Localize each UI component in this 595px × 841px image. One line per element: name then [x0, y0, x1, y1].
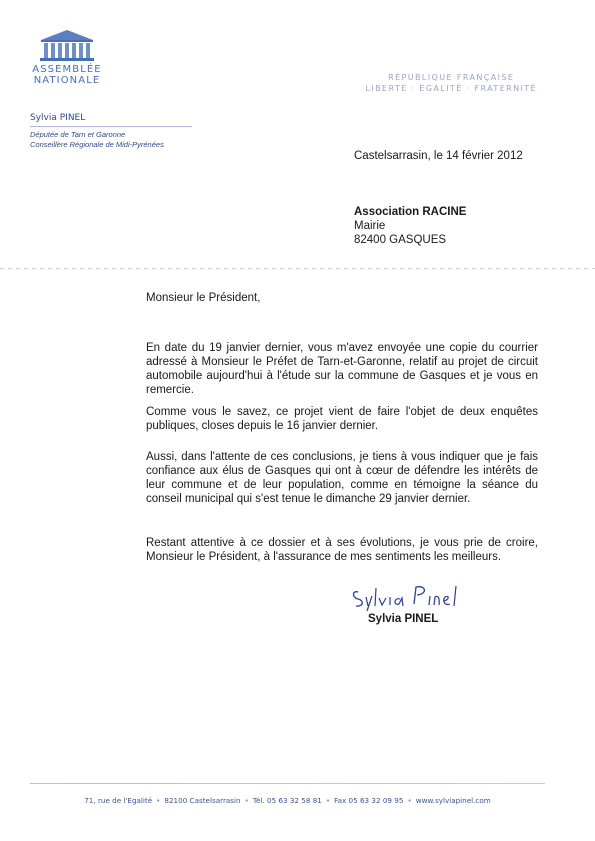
recipient-line-1: Mairie: [354, 220, 386, 232]
assemblee-nationale-logo: [28, 26, 106, 86]
paragraph-3: Aussi, dans l'attente de ces conclusions, je tiens à vous indiquer que je fais confiance aux élus de Gasques qui ont à cœur de défendre les intérêts de leur commune et de leur population, comme en témoigne la séance du conseil municipal qui s'est tenue le dimanche 29 janvier dernier.: [146, 451, 538, 505]
fold-line: [0, 268, 595, 269]
logo-text-line-2: NATIONALE: [33, 75, 101, 86]
deputy-roles: [30, 130, 164, 150]
motto-line: LIBERTÉ · ÉGALITÉ · FRATERNITÉ: [365, 84, 537, 93]
footer-website-link[interactable]: www.sylviapinel.com: [415, 796, 491, 805]
salutation: Monsieur le Président,: [146, 292, 261, 304]
assemblee-nationale-building-icon: [37, 26, 97, 64]
footer-address: 71, rue de l'Egalité: [84, 796, 153, 805]
footer-fax: Fax 05 63 32 09 95: [334, 796, 404, 805]
handwritten-signature: [348, 582, 468, 617]
signature-drawing: [348, 582, 468, 612]
footer-phone: Tél. 05 63 32 58 81: [252, 796, 322, 805]
logo-text-line-1: ASSEMBLÉE: [32, 64, 102, 75]
footer-contact: 71, rue de l'Egalité • 82100 Castelsarrasin • Tél. 05 63 32 58 81 • Fax 05 63 32 09 95 • www.sylviapinel.com: [84, 796, 491, 805]
paragraph-4: Restant attentive à ce dossier et à ses évolutions, je vous prie de croire, Monsieur le Président, à l'assurance de mes sentiments les meilleurs.: [146, 537, 538, 563]
header-divider: [30, 126, 192, 127]
republic-line: RÉPUBLIQUE FRANÇAISE: [388, 73, 515, 82]
letter-date: Castelsarrasin, le 14 février 2012: [354, 150, 523, 162]
recipient-name: Association RACINE: [354, 206, 467, 218]
deputy-role-1: Députée de Tarn et Garonne: [30, 130, 126, 139]
recipient-line-2: 82400 GASQUES: [354, 234, 447, 246]
paragraph-2: Comme vous le savez, ce projet vient de faire l'objet de deux enquêtes publiques, closes depuis le 16 janvier dernier.: [146, 406, 538, 432]
footer-divider: [30, 783, 545, 784]
paragraph-1: En date du 19 janvier dernier, vous m'avez envoyée une copie du courrier adressé à Monsieur le Préfet de Tarn-et-Garonne, relatif au projet de circuit automobile aujourd'hui à l'étude sur la commune de Gasques et je vous en remercie.: [146, 342, 538, 396]
deputy-role-2: Conseillère Régionale de Midi-Pyrénées: [30, 140, 164, 149]
footer-city: 82100 Castelsarrasin: [164, 796, 241, 805]
republic-motto: [366, 72, 538, 94]
signer-name: Sylvia PINEL: [368, 613, 439, 625]
deputy-name: Sylvia PINEL: [30, 113, 86, 123]
recipient-address: [354, 205, 466, 247]
